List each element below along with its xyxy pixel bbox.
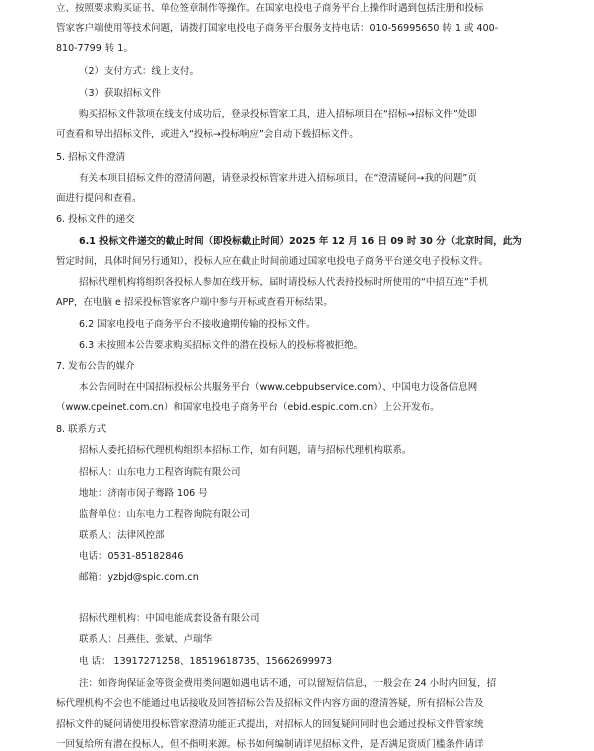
contact-line: 电 话： 13917271258、18519618735、15662699973 [79, 656, 332, 667]
note-line: 一回复给所有潜在投标人，但不指明来源。标书如何编制请详见招标文件，是否满足资质门槛条件请详 [56, 739, 484, 750]
section-heading: 8. 联系方式 [56, 424, 107, 435]
para-line: 6.3 未按照本公告要求购买招标文件的潜在投标人的投标将被拒绝。 [79, 340, 364, 351]
contact-line: 招标人：山东电力工程咨询院有限公司 [79, 467, 241, 478]
section-heading: 6. 投标文件的递交 [56, 214, 135, 225]
contact-line: 联系人：吕燕佳、张斌、卢瑞华 [79, 634, 213, 645]
contact-line: 邮箱：yzbjd@spic.com.cn [79, 572, 199, 583]
para-line: 有关本项目招标文件的澄清问题，请登录投标管家并进入招标项目，在“澄清疑问→我的问题”页 [79, 173, 477, 184]
para-line: 6.2 国家电投电子商务平台不接收逾期传输的投标文件。 [79, 319, 316, 330]
deadline-line: 暂定时间，具体时间另行通知），投标人应在截止时间前通过国家电投电子商务平台递交电子投标文件。 [56, 256, 489, 267]
para-line: 招标人委托招标代理机构组织本招标工作，如有问题，请与招标代理机构联系。 [79, 445, 412, 456]
note-line: 标代理机构不会也不能通过电话接收及回答招标公告及招标文件内容方面的澄清答疑，所有招标公告及 [56, 698, 484, 709]
para-line: 810-7799 转 1。 [56, 43, 133, 54]
para-line: 立、按照要求购买证书、单位签章制作等操作。在国家电投电子商务平台上操作时遇到包括注册和投标 [56, 3, 484, 14]
para-line: 可查看和导出招标文件，或进入“投标→投标响应”会自动下载招标文件。 [56, 129, 359, 140]
contact-line: 电话：0531-85182846 [79, 551, 184, 562]
para-line: 招标代理机构将组织各投标人参加在线开标，届时请投标人代表持投标时所使用的“中招互连”手机 [79, 277, 488, 288]
note-line: 招标文件的疑问请使用投标管家澄清功能正式提出，对招标人的回复疑问同时也会通过投标文件管家统 [56, 719, 484, 730]
para-line: （www.cpeinet.com.cn）和国家电投电子商务平台（ebid.espic.com.cn）上公开发布。 [56, 402, 440, 413]
contact-line: 招标代理机构：中国电能成套设备有限公司 [79, 613, 260, 624]
section-heading: 7. 发布公告的媒介 [56, 361, 135, 372]
para-line: APP，在电脑 e 招采投标管家客户端中参与开标或查看开标结果。 [56, 297, 333, 308]
contact-line: 地址：济南市闵子骞路 106 号 [79, 488, 208, 499]
subsection-line: （2）支付方式：线上支付。 [79, 66, 200, 77]
contact-line: 监督单位：山东电力工程咨询院有限公司 [79, 509, 251, 520]
para-line: 管家客户端使用等技术问题，请拨打国家电投电子商务平台服务支持电话：010-56995650 转 1 或 400- [56, 23, 499, 34]
note-line: 注：如咨询保证金等资金费用类问题如遇电话不通，可以留短信信息，一般会在 24 小时内回复，招 [79, 678, 497, 689]
para-line: 面进行提问和查看。 [56, 193, 142, 204]
section-heading: 5. 招标文件澄清 [56, 152, 126, 163]
para-line: 购买招标文件款项在线支付成功后，登录投标管家工具，进入招标项目在“招标→招标文件”处即 [79, 109, 477, 120]
subsection-line: （3）获取招标文件 [79, 88, 162, 99]
contact-line: 联系人：法律风控部 [79, 530, 165, 541]
deadline-line: 6.1 投标文件递交的截止时间（即投标截止时间）2025 年 12 月 16 日 09 时 30 分（北京时间，此为 [79, 236, 522, 247]
para-line: 本公告同时在中国招标投标公共服务平台（www.cebpubservice.com）、中国电力设备信息网 [79, 382, 478, 393]
